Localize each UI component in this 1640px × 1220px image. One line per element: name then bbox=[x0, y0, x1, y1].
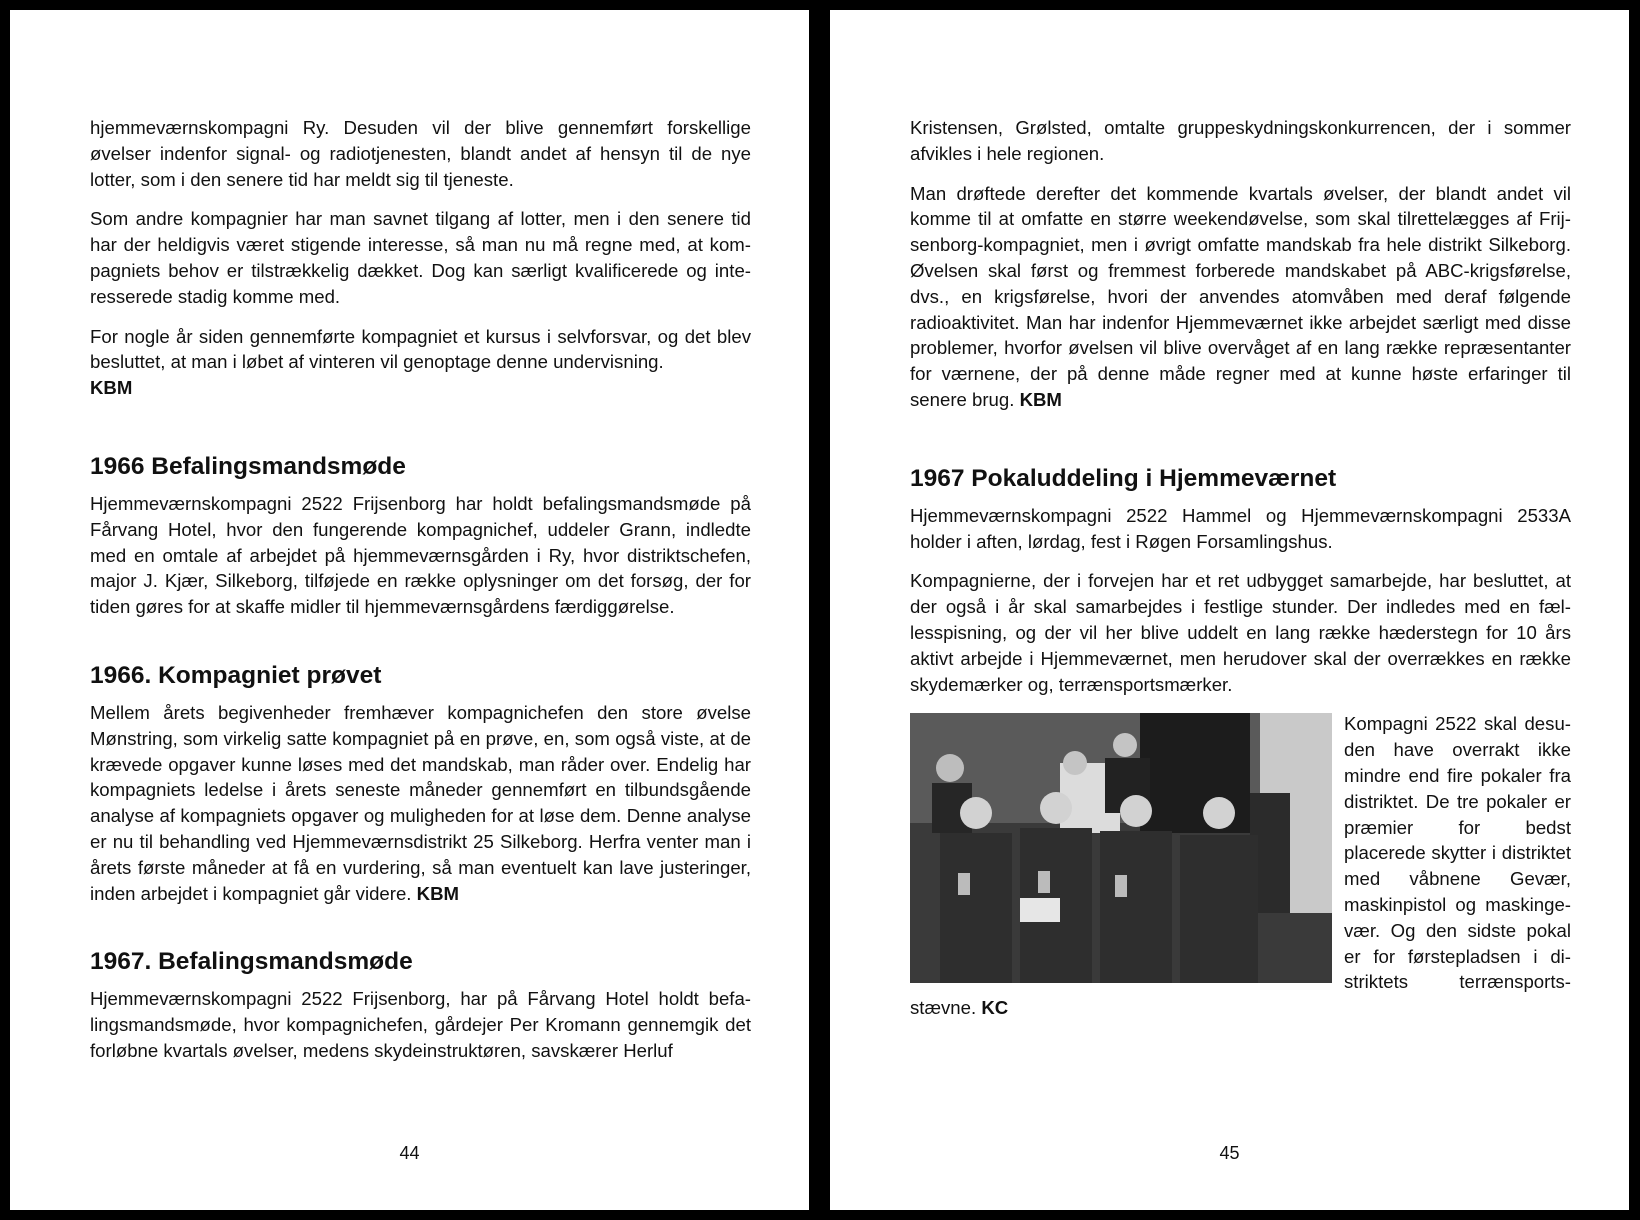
paragraph: hjemmeværnskompagni Ry. Desuden vil der blive gennemført forskellige øvelser indenfor signal- og radiotjenesten, blandt andet af hensyn til de nye lotter, som i den senere tid har meldt sig til tjeneste. bbox=[90, 117, 751, 190]
paragraph bbox=[90, 700, 751, 906]
paragraph-text: Mellem årets begivenheder fremhæver kompagnichefen den store øvelse Mønstring, som virkelig satte kompagniet på en prøve, en, som også viste, at de krævede opgaver kunne løses med det mandskab, man råder over. Endelig har kompagniets ledelse i årets seneste måneder gennemført en tilbundsgående analyse af kompagniets opgaver og muligheden for at løse dem. Denne analyse er nu til behandling ved Hjemmeværnsdistrikt 25 Silkeborg. Herfra venter man i årets første måneder at få en vurdering, så man eventuelt kan lave justeringer, inden arbejdet i kompagniet går videre. bbox=[90, 701, 751, 904]
paragraph bbox=[90, 324, 751, 401]
section-heading: 1966 Befalingsmandsmøde bbox=[90, 452, 406, 480]
left-page-content bbox=[90, 115, 751, 1078]
paragraph-text: Kompagni 2522 skal desuden have overrakt ikke mindre end fire pokaler fra distriktet. De tre pokaler er præmier for bedst placerede skytter i distriktet med våbnene Gevær, maskinpistol og maskingevær. Og den sidste pokal er for førstepladsen i distriktets terrænsportsstævne. bbox=[910, 713, 1571, 1019]
author-signature: KBM bbox=[1019, 388, 1062, 410]
section-heading: 1966. Kompagniet prøvet bbox=[90, 661, 382, 689]
page-number: 44 bbox=[399, 1143, 420, 1163]
author-signature: KC bbox=[981, 997, 1009, 1019]
paragraph: Som andre kompagnier har man savnet tilgang af lotter, men i den senere tid har der heldigvis været stigende interesse, så man nu må regne med, at kompagniets behov er tilstrækkelig dækket. Dog kan særligt kvalificerede og interesserede stadig komme med. bbox=[90, 208, 751, 307]
right-page bbox=[830, 10, 1629, 1210]
author-signature: KBM bbox=[90, 377, 133, 399]
right-page-content bbox=[910, 115, 1571, 1035]
photo-image bbox=[910, 713, 1332, 983]
photo-block bbox=[910, 711, 1571, 1035]
paragraph: Kompagnierne, der i forvejen har et ret udbygget samarbejde, har besluttet, at der også i år skal samarbejdes i festlige stunder. Der indledes med en fællesspisning, og der vil her blive uddelt en lang række hæderstegn for 10 års aktivt arbejde i Hjemmeværnet, men herudover skal der overrækkes en række skydemærker og, terrænsportsmærker. bbox=[910, 570, 1571, 695]
left-page bbox=[10, 10, 809, 1210]
paragraph: Kristensen, Grølsted, omtalte gruppeskydningskonkurrencen, der i sommer afvikles i hele regionen. bbox=[910, 117, 1571, 164]
paragraph: Hjemmeværnskompagni 2522 Hammel og Hjemmeværnskompagni 2533A holder i aften, lørdag, fest i Røgen Forsamlingshus. bbox=[910, 504, 1571, 552]
section-heading: 1967 Pokaluddeling i Hjemmeværnet bbox=[910, 464, 1337, 492]
paragraph: Hjemmeværnskompagni 2522 Frijsenborg, har på Fårvang Hotel holdt befalingsmandsmøde, hvor kompagnichefen, gårdejer Per Kromann gennemgik det forløbne kvartals øvelser, medens skydeinstruktøren, savskærer Herluf bbox=[90, 988, 751, 1061]
paragraph: Hjemmeværnskompagni 2522 Frijsenborg har holdt befalingsmandsmøde på Fårvang Hotel, hvor den fungerende kompagnichef, uddeler Grann, indledte med en omtale af arbejdet på hjemmeværnsgården i Ry, hvor distriktschefen, major J. Kjær, Silkeborg, tilføjede en række oplysninger om det forsøg, der for tiden gøres for at skaffe midler til hjemmeværnsgårdens færdiggørelse. bbox=[90, 492, 751, 618]
page-number: 45 bbox=[1219, 1143, 1240, 1163]
author-signature: KBM bbox=[416, 882, 459, 904]
photo bbox=[910, 713, 1332, 983]
paragraph bbox=[910, 181, 1571, 413]
paragraph-text: For nogle år siden gennemførte kompagniet et kursus i selvforsvar, og det blev besluttet, at man i løbet af vinteren vil genoptage denne undervisning. bbox=[90, 325, 751, 373]
paragraph-text: Man drøftede derefter det kommende kvartals øvelser, der blandt andet vil komme til at omfatte en større weekendøvelse, som skal tilrettelægges af Frijsenborg-kompagniet, men i øvrigt omfatte mandskab fra hele distrikt Silkeborg. Øvelsen skal først og fremmest forberede mandskabet på ABC-krigsførelse, dvs., en krigsførelse, hvori der anvendes atomvåben med deraf følgende radioaktivitet. Man har indenfor Hjemmeværnet ikke arbejdet særligt med disse problemer, hvorfor øvelsen vil blive overvåget af en lang række repræsentanter for værnene, der på denne måde regner med at kunne høste erfaringer til senere brug. bbox=[910, 182, 1571, 410]
section-heading: 1967. Befalingsmandsmøde bbox=[90, 948, 413, 976]
